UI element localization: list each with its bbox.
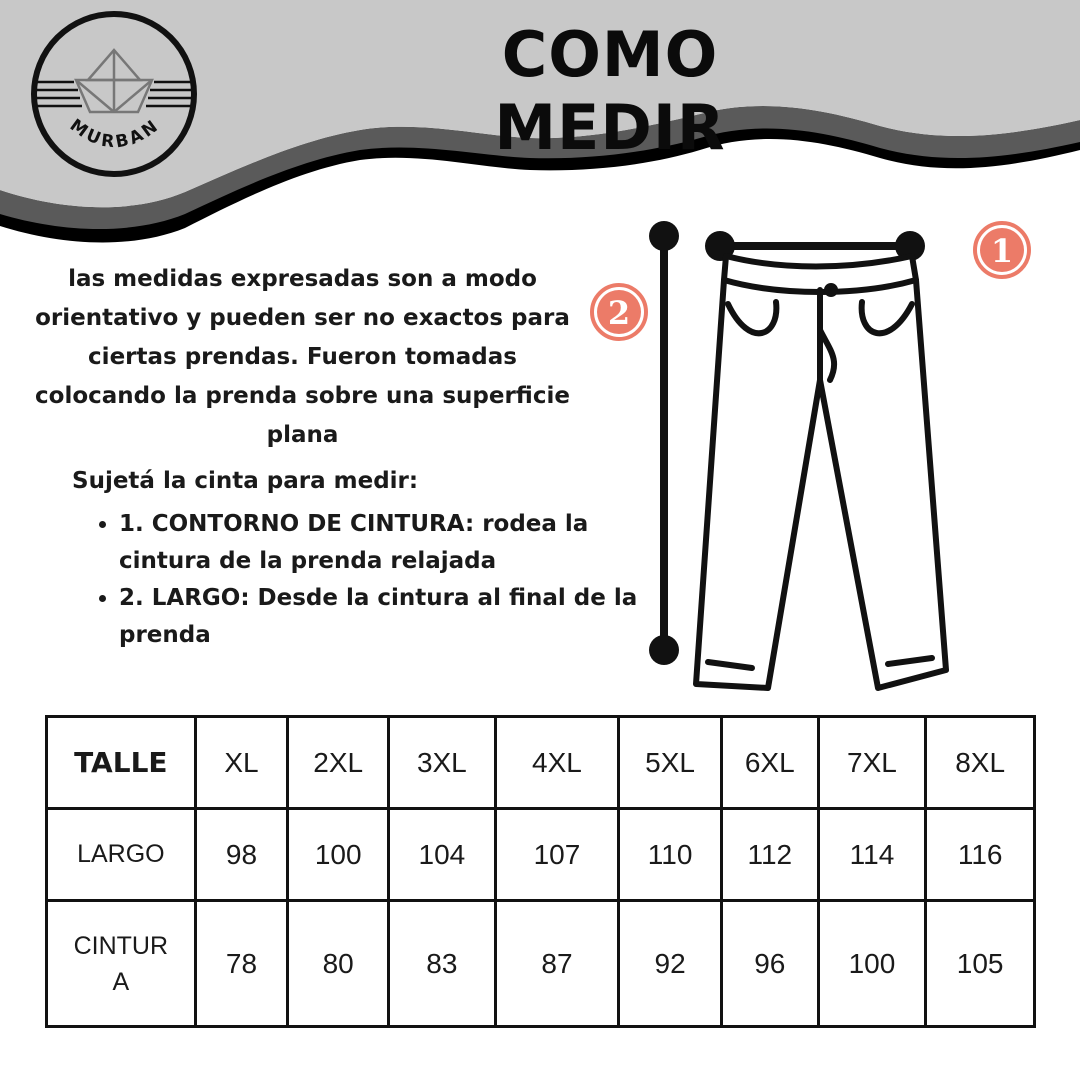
logo-text: MURBAN <box>65 115 164 153</box>
murban-logo <box>28 8 200 180</box>
row-label-largo: LARGO <box>47 809 196 901</box>
size-header-cell: 6XL <box>721 717 818 809</box>
table-cell: 87 <box>495 901 619 1027</box>
table-header-label: TALLE <box>47 717 196 809</box>
table-cell: 80 <box>288 901 389 1027</box>
size-header-cell: 5XL <box>619 717 722 809</box>
row-label-cintura: CINTURA <box>47 901 196 1027</box>
table-cell: 112 <box>721 809 818 901</box>
table-cell: 98 <box>195 809 288 901</box>
svg-text:2: 2 <box>607 294 631 332</box>
size-header-cell: 2XL <box>288 717 389 809</box>
paper-boat-icon <box>76 50 152 112</box>
table-cell: 110 <box>619 809 722 901</box>
svg-text:MURBAN <box>66 115 164 152</box>
page-title: COMO MEDIR <box>494 18 726 164</box>
size-header-cell: 8XL <box>926 717 1035 809</box>
table-cell: 105 <box>926 901 1035 1027</box>
table-cell: 104 <box>389 809 496 901</box>
table-cell: 78 <box>195 901 288 1027</box>
size-header-cell: 3XL <box>389 717 496 809</box>
badge-length-icon <box>592 285 646 339</box>
table-cell: 96 <box>721 901 818 1027</box>
pants-icon <box>696 256 946 688</box>
table-cell: 107 <box>495 809 619 901</box>
table-cell: 114 <box>818 809 926 901</box>
table-cell: 116 <box>926 809 1035 901</box>
instruction-length: • 2. LARGO: Desde la cintura al final de la prenda <box>119 580 659 654</box>
table-cell: 100 <box>288 809 389 901</box>
table-row <box>47 809 1035 901</box>
size-header-cell: 7XL <box>818 717 926 809</box>
table-row <box>47 901 1035 1027</box>
table-cell: 100 <box>818 901 926 1027</box>
table-cell: 92 <box>619 901 722 1027</box>
instructions-list <box>86 506 659 654</box>
size-table <box>45 715 1036 1028</box>
size-header-cell: 4XL <box>495 717 619 809</box>
size-header-cell: XL <box>195 717 288 809</box>
table-header-row <box>47 717 1035 809</box>
badge-waist-icon <box>975 223 1029 277</box>
svg-text:1: 1 <box>990 232 1014 270</box>
measure-line-icon <box>649 221 679 665</box>
pants-diagram <box>607 210 1050 700</box>
instruction-waist: • 1. CONTORNO DE CINTURA: rodea la cintura de la prenda relajada <box>119 506 659 580</box>
table-cell: 83 <box>389 901 496 1027</box>
instructions-title: Sujetá la cinta para medir: <box>72 468 419 494</box>
intro-paragraph: las medidas expresadas son a modo orientativo y pueden ser no exactos para ciertas prendas. Fueron tomadas colocando la prenda sobre una superficie plana <box>35 266 570 448</box>
